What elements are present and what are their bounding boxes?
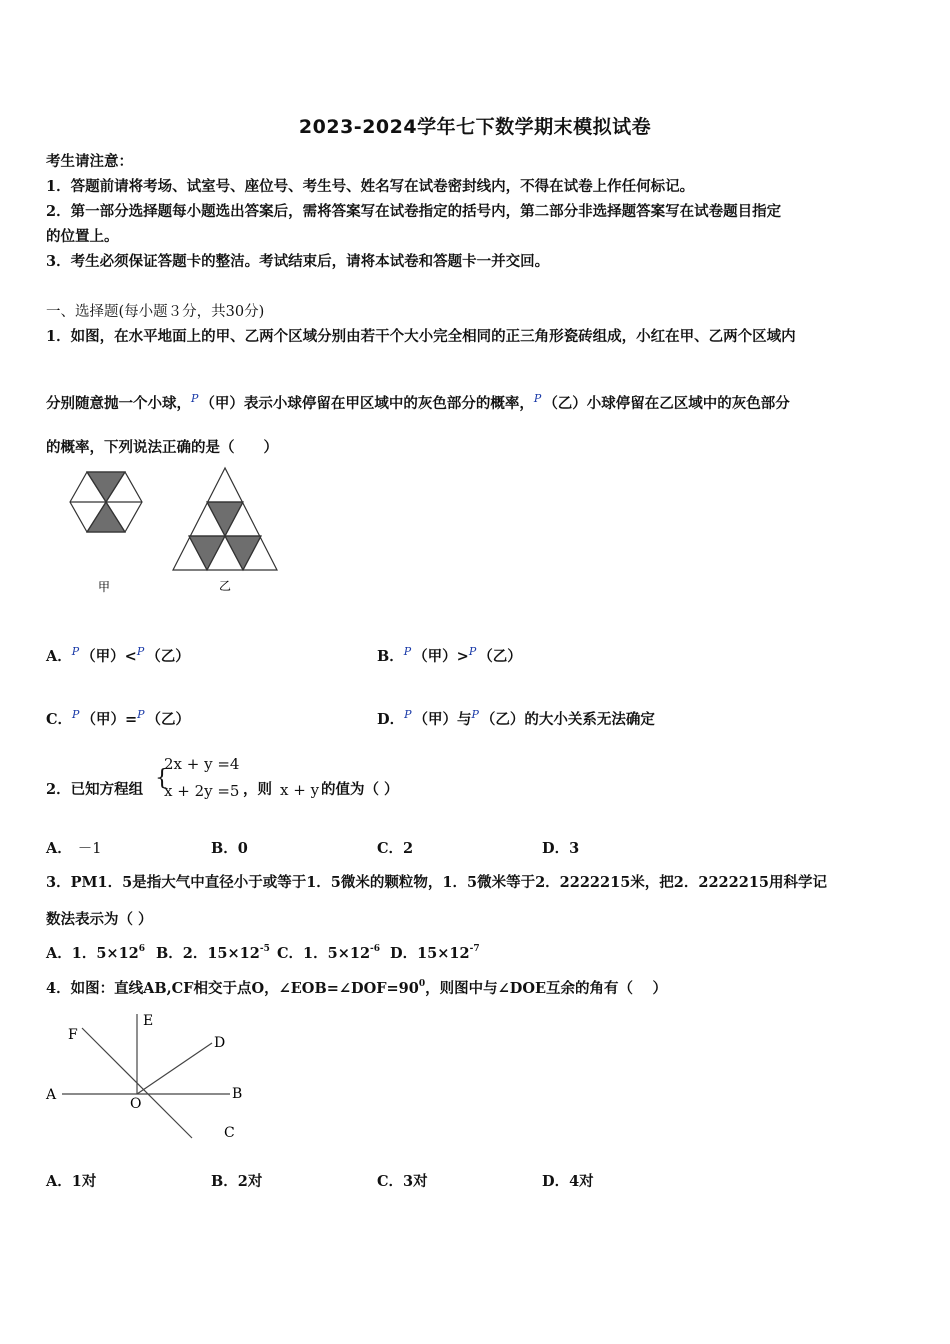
p-symbol: P: [404, 708, 412, 721]
p-symbol: P: [191, 392, 199, 405]
fig-label-a: 甲: [98, 580, 111, 594]
option-label: A．: [46, 840, 72, 857]
q4-option-a[interactable]: A．1对: [46, 1173, 97, 1190]
q1-figure: [60, 466, 290, 596]
notice-item-2: 2．第一部分选择题每小题选出答案后，需将答案写在试卷指定的括号内，第二部分非选择题答案写在试卷题目指定: [46, 203, 782, 220]
option-label: B．: [377, 648, 404, 665]
notice-item-3: 3．考生必须保证答题卡的整洁。考试结束后，请将本试卷和答题卡一并交回。: [46, 253, 550, 270]
q2-option-d[interactable]: D．3: [542, 840, 580, 857]
notice-item-1: 1．答题前请将考场、试室号、座位号、考生号、姓名写在试卷密封线内，不得在试卷上作任何标记。: [46, 178, 695, 195]
q1-line-2: [46, 389, 790, 414]
label-c: C: [224, 1125, 235, 1141]
option-text: （乙）: [146, 648, 190, 665]
p-symbol: P: [71, 645, 80, 658]
notice-heading: 考生请注意：: [46, 153, 133, 170]
option-text: A．1．5×12: [46, 945, 139, 962]
option-text: （乙）: [146, 711, 191, 728]
degree-mark: 0: [418, 979, 426, 989]
exponent: -5: [259, 944, 270, 954]
q2-option-b[interactable]: B．0: [211, 840, 248, 857]
option-text: －1: [77, 841, 102, 857]
q4-text: 4．如图：直线AB,CF相交于点O，∠EOB=∠DOF=90: [46, 980, 419, 997]
option-text: （甲）>: [413, 648, 469, 665]
exponent: -6: [370, 944, 381, 954]
label-f: F: [68, 1027, 78, 1043]
option-text: （甲）<: [81, 648, 137, 665]
option-text: （甲）=: [81, 711, 138, 728]
q1-text: （乙）小球停留在乙区域中的灰色部分: [543, 395, 790, 412]
notice-item-2-cont: 的位置上。: [46, 228, 119, 245]
option-text: C．1．5×12: [277, 945, 371, 962]
label-a: A: [46, 1087, 57, 1103]
p-symbol: P: [533, 392, 542, 405]
option-text: （甲）与: [413, 711, 472, 728]
q3-option-a[interactable]: [46, 944, 145, 964]
q4-option-c[interactable]: C．3对: [377, 1173, 428, 1190]
option-text: B．2．15×12: [156, 945, 260, 962]
option-label: C．: [46, 711, 73, 728]
label-e: E: [143, 1013, 154, 1029]
fig-label-b: 乙: [219, 579, 232, 593]
q2-mid: ，则: [243, 781, 272, 798]
hexagon-figure: [70, 472, 142, 532]
p-symbol: P: [471, 708, 479, 721]
q2-eq-2: x + 2y =5: [164, 782, 240, 800]
q3-line-1: 3．PM1．5是指大气中直径小于或等于1．5微米的颗粒物，1．5微米等于2．2222215米，把2．2222215用科学记: [46, 874, 828, 891]
q2-option-c[interactable]: C．2: [377, 840, 414, 857]
q2-expr: x + y: [280, 781, 320, 799]
q3-option-c[interactable]: [277, 944, 380, 964]
option-text: （乙）的大小关系无法确定: [480, 711, 655, 728]
q1-line-3: 的概率，下列说法正确的是（ ）: [46, 439, 278, 456]
option-label: D．: [377, 711, 405, 728]
q2-prefix: 2．已知方程组: [46, 781, 144, 798]
q1-line-1: 1．如图，在水平地面上的甲、乙两个区域分别由若干个大小完全相同的正三角形瓷砖组成，小红在甲、乙两个区域内: [46, 328, 796, 345]
q3-line-2: 数法表示为（ ）: [46, 911, 153, 928]
q4-text: ，则图中与∠DOE互余的角有（ ）: [425, 980, 668, 997]
option-text: D．15×12: [390, 945, 470, 962]
q3-option-d[interactable]: [390, 944, 480, 964]
q1-text: 分别随意抛一个小球，: [46, 395, 191, 412]
q4-option-d[interactable]: D．4对: [542, 1173, 594, 1190]
q2-eq-1: 2x + y =4: [164, 755, 240, 773]
exponent: -7: [469, 944, 480, 954]
q2-brace: {: [155, 766, 169, 791]
label-b: B: [232, 1086, 243, 1102]
q4-line-1: [46, 979, 667, 999]
p-symbol: P: [72, 708, 80, 721]
label-d: D: [214, 1035, 226, 1051]
q1-option-d[interactable]: [377, 705, 655, 730]
q1-option-c[interactable]: [46, 705, 190, 730]
q2-suffix: 的值为（ ）: [321, 781, 399, 798]
ray-od: [137, 1043, 212, 1094]
q4-figure: [40, 1006, 260, 1146]
exponent: 6: [138, 944, 146, 954]
p-symbol: P: [403, 645, 412, 658]
page-title: 2023-2024学年七下数学期末模拟试卷: [298, 116, 652, 138]
option-text: （乙）: [478, 648, 522, 665]
triangle-figure: [173, 468, 277, 570]
q2-option-a[interactable]: [46, 839, 102, 859]
section-heading: 一、选择题(每小题３分，共30分): [46, 304, 265, 320]
label-o: O: [130, 1096, 142, 1112]
q1-option-b[interactable]: [377, 642, 522, 667]
q3-option-b[interactable]: [156, 944, 270, 964]
p-symbol: P: [136, 645, 145, 658]
p-symbol: P: [468, 645, 477, 658]
q1-text: （甲）表示小球停留在甲区域中的灰色部分的概率，: [200, 395, 534, 412]
q4-option-b[interactable]: B．2对: [211, 1173, 263, 1190]
p-symbol: P: [137, 708, 145, 721]
q1-option-a[interactable]: [46, 642, 190, 667]
option-label: A．: [46, 648, 72, 665]
